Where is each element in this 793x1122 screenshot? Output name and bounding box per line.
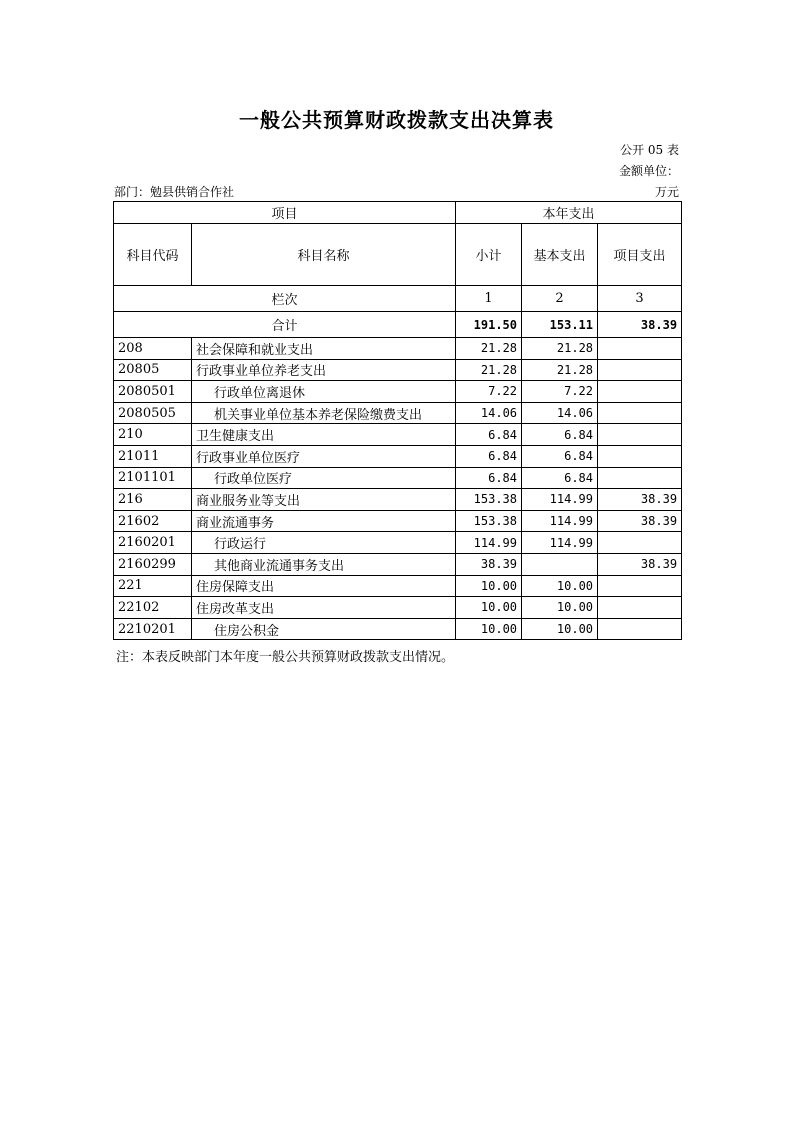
row-name: 行政事业单位医疗 bbox=[192, 445, 456, 467]
row-project bbox=[598, 597, 682, 619]
column-index-label: 栏次 bbox=[114, 286, 456, 312]
row-project: 38.39 bbox=[598, 489, 682, 511]
header-code: 科目代码 bbox=[114, 224, 192, 286]
row-basic: 6.84 bbox=[522, 467, 598, 489]
row-name: 行政运行 bbox=[192, 532, 456, 554]
table-row bbox=[114, 618, 682, 640]
header-project-expense: 项目支出 bbox=[598, 224, 682, 286]
row-subtotal: 6.84 bbox=[456, 424, 522, 446]
table-row bbox=[114, 359, 682, 381]
row-code: 2101101 bbox=[114, 467, 192, 489]
row-basic: 21.28 bbox=[522, 359, 598, 381]
row-name: 卫生健康支出 bbox=[192, 424, 456, 446]
row-code: 22102 bbox=[114, 597, 192, 619]
department-label: 部门：勉县供销合作社 bbox=[114, 185, 235, 199]
row-subtotal: 7.22 bbox=[456, 381, 522, 403]
row-subtotal: 38.39 bbox=[456, 553, 522, 575]
row-subtotal: 153.38 bbox=[456, 489, 522, 511]
table-row bbox=[114, 597, 682, 619]
row-code: 208 bbox=[114, 338, 192, 360]
row-basic: 114.99 bbox=[522, 510, 598, 532]
table-row bbox=[114, 489, 682, 511]
row-basic: 114.99 bbox=[522, 489, 598, 511]
page-title: 一般公共预算财政拨款支出决算表 bbox=[239, 108, 554, 132]
table-row bbox=[114, 510, 682, 532]
table-row bbox=[114, 424, 682, 446]
row-project: 38.39 bbox=[598, 553, 682, 575]
header-current-year: 本年支出 bbox=[456, 202, 682, 224]
row-code: 221 bbox=[114, 575, 192, 597]
row-project bbox=[598, 618, 682, 640]
column-index-1: 1 bbox=[456, 286, 522, 312]
row-basic: 6.84 bbox=[522, 424, 598, 446]
row-basic: 21.28 bbox=[522, 338, 598, 360]
row-basic: 6.84 bbox=[522, 445, 598, 467]
table-row bbox=[114, 553, 682, 575]
row-basic: 10.00 bbox=[522, 575, 598, 597]
row-basic: 114.99 bbox=[522, 532, 598, 554]
row-name: 住房公积金 bbox=[192, 618, 456, 640]
header-subtotal: 小计 bbox=[456, 224, 522, 286]
row-subtotal: 153.38 bbox=[456, 510, 522, 532]
row-project bbox=[598, 402, 682, 424]
column-index-3: 3 bbox=[598, 286, 682, 312]
footnote: 注：本表反映部门本年度一般公共预算财政拨款支出情况。 bbox=[116, 650, 455, 665]
table-row bbox=[114, 381, 682, 403]
column-index-2: 2 bbox=[522, 286, 598, 312]
row-name: 机关事业单位基本养老保险缴费支出 bbox=[192, 402, 456, 424]
unit-label: 金额单位： bbox=[618, 164, 679, 178]
header-project: 项目 bbox=[114, 202, 456, 224]
row-code: 20805 bbox=[114, 359, 192, 381]
row-subtotal: 10.00 bbox=[456, 597, 522, 619]
table-row bbox=[114, 575, 682, 597]
row-code: 2160201 bbox=[114, 532, 192, 554]
row-name: 商业流通事务 bbox=[192, 510, 456, 532]
table-row bbox=[114, 532, 682, 554]
table-row bbox=[114, 338, 682, 360]
row-project bbox=[598, 575, 682, 597]
row-subtotal: 21.28 bbox=[456, 338, 522, 360]
row-code: 21011 bbox=[114, 445, 192, 467]
row-code: 2080505 bbox=[114, 402, 192, 424]
row-name: 行政事业单位养老支出 bbox=[192, 359, 456, 381]
row-subtotal: 21.28 bbox=[456, 359, 522, 381]
row-basic: 14.06 bbox=[522, 402, 598, 424]
row-project bbox=[598, 338, 682, 360]
row-project bbox=[598, 445, 682, 467]
row-name: 其他商业流通事务支出 bbox=[192, 553, 456, 575]
row-project: 38.39 bbox=[598, 510, 682, 532]
total-subtotal: 191.50 bbox=[456, 312, 522, 338]
row-project bbox=[598, 381, 682, 403]
row-subtotal: 14.06 bbox=[456, 402, 522, 424]
table-row bbox=[114, 445, 682, 467]
row-name: 社会保障和就业支出 bbox=[192, 338, 456, 360]
row-name: 住房改革支出 bbox=[192, 597, 456, 619]
expenditure-table bbox=[113, 201, 682, 640]
row-subtotal: 114.99 bbox=[456, 532, 522, 554]
table-row bbox=[114, 402, 682, 424]
row-code: 2080501 bbox=[114, 381, 192, 403]
header-basic: 基本支出 bbox=[522, 224, 598, 286]
row-code: 2160299 bbox=[114, 553, 192, 575]
row-project bbox=[598, 467, 682, 489]
row-name: 住房保障支出 bbox=[192, 575, 456, 597]
row-project bbox=[598, 424, 682, 446]
form-number: 公开 05 表 bbox=[620, 143, 679, 157]
row-basic: 10.00 bbox=[522, 597, 598, 619]
row-project bbox=[598, 359, 682, 381]
row-code: 210 bbox=[114, 424, 192, 446]
total-basic: 153.11 bbox=[522, 312, 598, 338]
unit-value: 万元 bbox=[654, 185, 679, 199]
row-code: 216 bbox=[114, 489, 192, 511]
row-name: 行政单位医疗 bbox=[192, 467, 456, 489]
row-subtotal: 6.84 bbox=[456, 467, 522, 489]
row-subtotal: 10.00 bbox=[456, 575, 522, 597]
row-project bbox=[598, 532, 682, 554]
row-code: 21602 bbox=[114, 510, 192, 532]
total-label: 合计 bbox=[114, 312, 456, 338]
row-basic bbox=[522, 553, 598, 575]
row-subtotal: 6.84 bbox=[456, 445, 522, 467]
row-name: 商业服务业等支出 bbox=[192, 489, 456, 511]
header-name: 科目名称 bbox=[192, 224, 456, 286]
row-basic: 10.00 bbox=[522, 618, 598, 640]
row-basic: 7.22 bbox=[522, 381, 598, 403]
row-name: 行政单位离退休 bbox=[192, 381, 456, 403]
row-code: 2210201 bbox=[114, 618, 192, 640]
table-row bbox=[114, 467, 682, 489]
row-subtotal: 10.00 bbox=[456, 618, 522, 640]
total-project: 38.39 bbox=[598, 312, 682, 338]
